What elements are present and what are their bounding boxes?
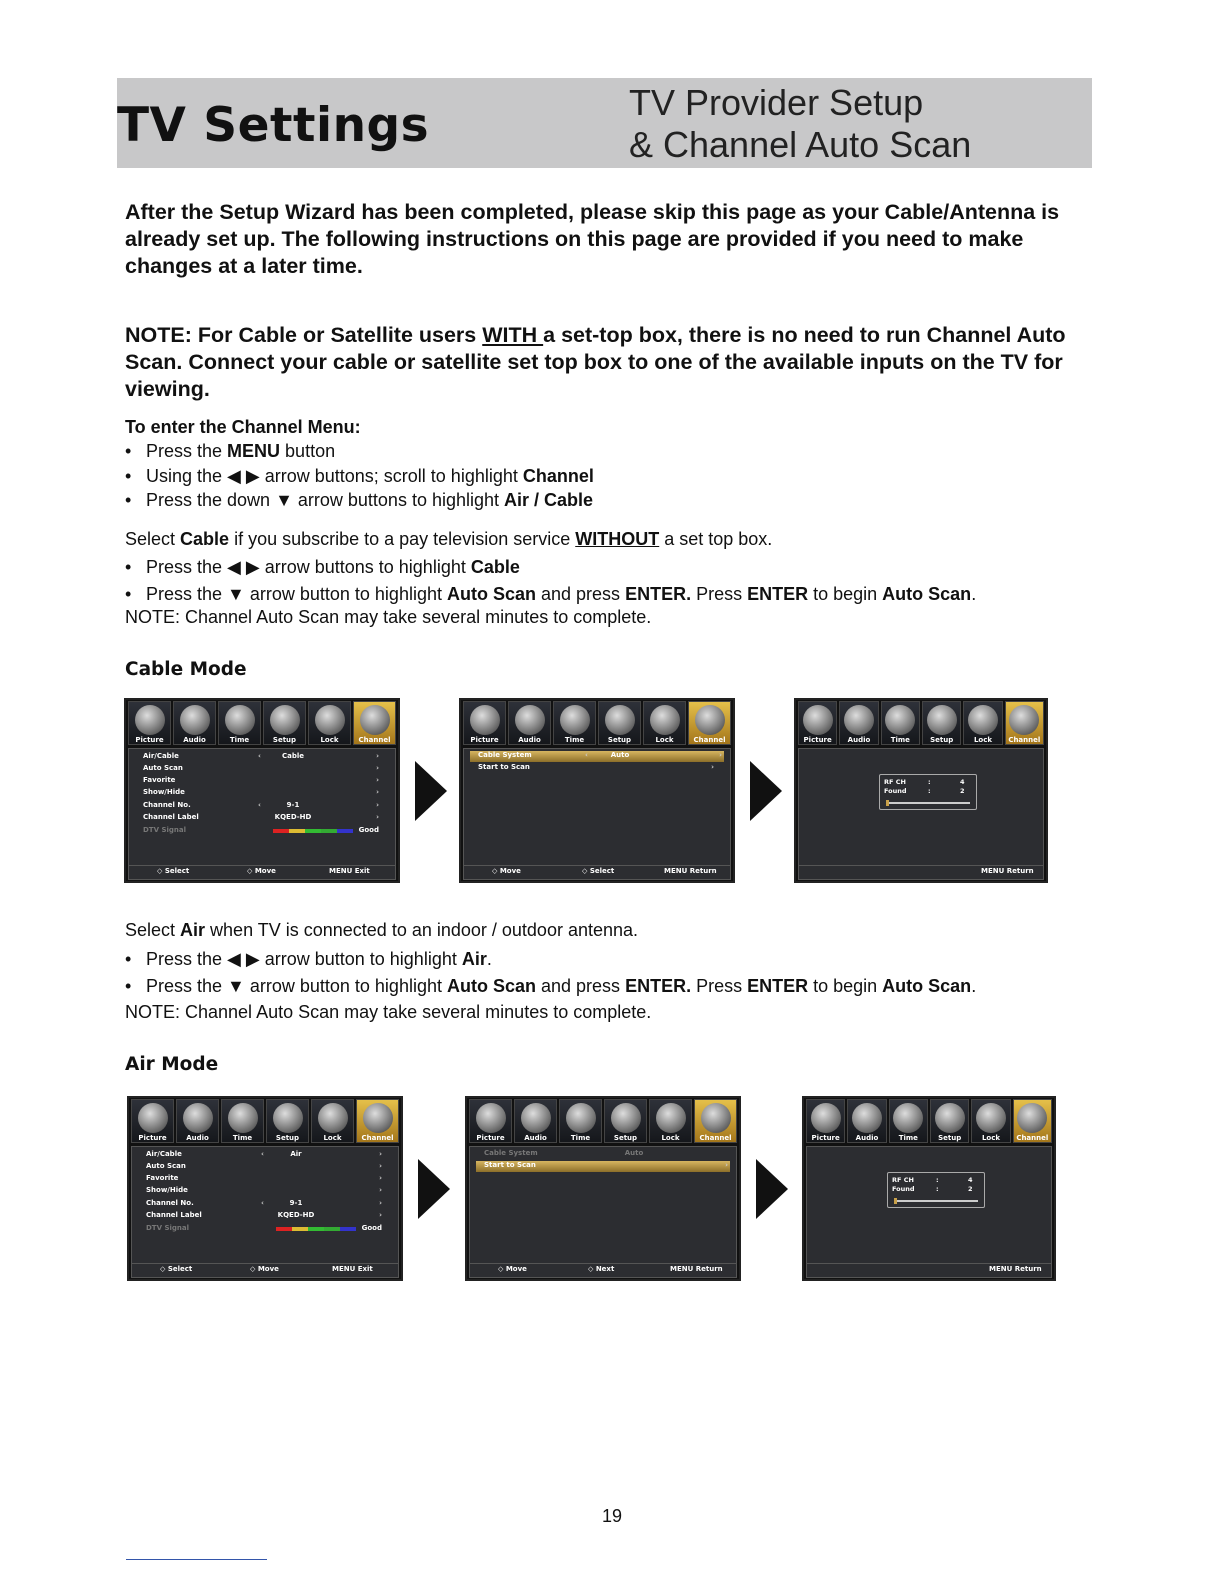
cable-mode-heading: Cable Mode — [125, 659, 247, 680]
footer-move: ◇ Move — [492, 867, 521, 875]
menu-row-favorite: Favorite › — [146, 1174, 382, 1182]
tab-picture: Picture — [131, 1099, 174, 1143]
arrow-right-icon — [415, 761, 447, 821]
tab-channel: Channel — [694, 1099, 737, 1143]
menu-row-show-hide: Show/Hide › — [143, 788, 379, 796]
picture-icon — [138, 1103, 168, 1133]
audio-icon — [180, 705, 210, 735]
tab-channel: Channel — [1005, 701, 1044, 745]
tv-tab-bar — [469, 1099, 737, 1143]
audio-icon — [183, 1103, 213, 1133]
menu-row-start-scan: Start to Scan › — [476, 1161, 730, 1172]
picture-icon — [803, 705, 833, 735]
clock-icon — [566, 1103, 596, 1133]
list-item: • Press the ◀ ▶ arrow button to highlight Air. — [125, 949, 492, 969]
tab-lock: Lock — [963, 701, 1002, 745]
tab-setup: Setup — [266, 1099, 309, 1143]
picture-icon — [470, 705, 500, 735]
footer-move: ◇ Move — [247, 867, 276, 875]
channel-icon — [695, 705, 725, 735]
tv-menu-body — [798, 748, 1044, 868]
tab-channel: Channel — [1013, 1099, 1052, 1143]
scan-progress-bar — [894, 1200, 978, 1202]
channel-icon — [360, 705, 390, 735]
tv-menu-body — [128, 748, 396, 868]
page-subtitle: TV Provider Setup & Channel Auto Scan — [629, 82, 972, 165]
page-number: 19 — [601, 1506, 623, 1526]
tab-picture: Picture — [463, 701, 506, 745]
footer-select: ◇ Select — [582, 867, 615, 875]
menu-row-cable-system: Cable System Auto — [484, 1149, 644, 1157]
tv-footer — [806, 1263, 1052, 1278]
lock-icon — [650, 705, 680, 735]
tab-channel: Channel — [356, 1099, 399, 1143]
footer-next: ◇ Next — [588, 1265, 615, 1273]
tab-time: Time — [221, 1099, 264, 1143]
signal-bar — [273, 829, 353, 833]
gear-icon — [273, 1103, 303, 1133]
tv-footer — [463, 865, 731, 880]
picture-icon — [811, 1103, 841, 1133]
tv-screen-air-menu — [127, 1096, 403, 1281]
clock-icon — [893, 1103, 923, 1133]
scan-progress-knob — [894, 1198, 897, 1204]
clock-icon — [885, 705, 915, 735]
tab-time: Time — [559, 1099, 602, 1143]
cable-scan-note: NOTE: Channel Auto Scan may take several minutes to complete. — [125, 607, 652, 627]
tv-menu-body — [806, 1146, 1052, 1266]
page-title: TV Settings — [117, 98, 430, 153]
tab-lock: Lock — [643, 701, 686, 745]
menu-row-air-cable: Air/Cable ‹ Cable › — [143, 752, 379, 760]
menu-row-channel-label: Channel Label KQED-HD › — [143, 813, 379, 821]
tab-time: Time — [218, 701, 261, 745]
clock-icon — [228, 1103, 258, 1133]
tv-menu-body — [463, 748, 731, 868]
lock-icon — [976, 1103, 1006, 1133]
arrow-right-icon — [750, 761, 782, 821]
header-bar — [117, 78, 1092, 168]
channel-icon — [701, 1103, 731, 1133]
channel-icon — [1009, 705, 1039, 735]
menu-row-favorite: Favorite › — [143, 776, 379, 784]
tab-audio: Audio — [508, 701, 551, 745]
tab-lock: Lock — [649, 1099, 692, 1143]
tv-footer — [469, 1263, 737, 1278]
tv-tab-bar — [131, 1099, 399, 1143]
signal-bar — [276, 1227, 356, 1231]
footer-rule — [126, 1559, 267, 1560]
tab-picture: Picture — [128, 701, 171, 745]
channel-icon — [1017, 1103, 1047, 1133]
tab-time: Time — [881, 701, 920, 745]
gear-icon — [605, 705, 635, 735]
scan-progress-bar — [886, 802, 970, 804]
clock-icon — [225, 705, 255, 735]
lock-icon — [968, 705, 998, 735]
arrow-right-icon — [418, 1159, 450, 1219]
lock-icon — [315, 705, 345, 735]
intro-paragraph: After the Setup Wizard has been completed, please skip this page as your Cable/Antenna is already set up. The following instructions on this page are provided if you need to make changes at a later time. — [125, 200, 1060, 278]
tab-lock: Lock — [311, 1099, 354, 1143]
arrow-right-icon — [756, 1159, 788, 1219]
tab-time: Time — [889, 1099, 928, 1143]
tab-audio: Audio — [839, 701, 878, 745]
tv-tab-bar — [798, 701, 1044, 745]
menu-row-show-hide: Show/Hide › — [146, 1186, 382, 1194]
gear-icon — [935, 1103, 965, 1133]
menu-row-dtv-signal: DTV Signal Good — [146, 1224, 382, 1232]
enter-menu-heading: To enter the Channel Menu: — [125, 417, 361, 437]
picture-icon — [135, 705, 165, 735]
tv-footer — [131, 1263, 399, 1278]
tab-channel: Channel — [353, 701, 396, 745]
air-mode-heading: Air Mode — [125, 1054, 219, 1075]
tab-setup: Setup — [922, 701, 961, 745]
audio-icon — [515, 705, 545, 735]
footer-exit: MENU Exit — [329, 867, 370, 875]
air-select-text: Select Air when TV is connected to an indoor / outdoor antenna. — [125, 920, 639, 940]
tab-audio: Audio — [176, 1099, 219, 1143]
menu-row-cable-system: Cable System ‹ Auto › — [470, 751, 724, 762]
cable-select-text: Select Cable if you subscribe to a pay television service WITHOUT a set top box. — [125, 529, 773, 549]
tv-screen-air-auto-scan — [465, 1096, 741, 1281]
footer-select: ◇ Select — [157, 867, 190, 875]
scan-progress-knob — [886, 800, 889, 806]
tv-screen-cable-scanning — [794, 698, 1048, 883]
list-item: • Press the ▼ arrow button to highlight Auto Scan and press ENTER. Press ENTER to begin Auto Scan. — [125, 976, 977, 996]
menu-row-auto-scan: Auto Scan › — [143, 764, 379, 772]
tab-setup: Setup — [930, 1099, 969, 1143]
tab-setup: Setup — [604, 1099, 647, 1143]
footer-move: ◇ Move — [250, 1265, 279, 1273]
list-item: • Press the ◀ ▶ arrow buttons to highlight Cable — [125, 557, 520, 577]
tv-tab-bar — [806, 1099, 1052, 1143]
tab-channel: Channel — [688, 701, 731, 745]
lock-icon — [656, 1103, 686, 1133]
air-scan-note: NOTE: Channel Auto Scan may take several minutes to complete. — [125, 1002, 652, 1022]
tab-picture: Picture — [798, 701, 837, 745]
tv-footer — [128, 865, 396, 880]
audio-icon — [521, 1103, 551, 1133]
footer-return: MENU Return — [664, 867, 717, 875]
tv-tab-bar — [463, 701, 731, 745]
tv-menu-body — [469, 1146, 737, 1266]
lock-icon — [318, 1103, 348, 1133]
list-item: • Using the ◀ ▶ arrow buttons; scroll to highlight Channel — [125, 466, 594, 486]
tab-picture: Picture — [806, 1099, 845, 1143]
tab-time: Time — [553, 701, 596, 745]
footer-return: MENU Return — [670, 1265, 723, 1273]
settop-note: NOTE: For Cable or Satellite users WITH a set-top box, there is no need to run Channel Auto Scan. Connect your cable or satellite set top box to one of the available inputs on the TV for viewing. — [125, 323, 1066, 401]
menu-row-air-cable: Air/Cable ‹ Air › — [146, 1150, 382, 1158]
menu-row-channel-no: Channel No. ‹ 9-1 › — [146, 1199, 382, 1207]
tv-menu-body — [131, 1146, 399, 1266]
footer-move: ◇ Move — [498, 1265, 527, 1273]
tab-lock: Lock — [308, 701, 351, 745]
tv-footer — [798, 865, 1044, 880]
tab-setup: Setup — [263, 701, 306, 745]
menu-row-channel-label: Channel Label KQED-HD › — [146, 1211, 382, 1219]
picture-icon — [476, 1103, 506, 1133]
tab-setup: Setup — [598, 701, 641, 745]
tab-audio: Audio — [514, 1099, 557, 1143]
tv-tab-bar — [128, 701, 396, 745]
audio-icon — [844, 705, 874, 735]
channel-icon — [363, 1103, 393, 1133]
list-item: • Press the ▼ arrow button to highlight Auto Scan and press ENTER. Press ENTER to begin Auto Scan. — [125, 584, 977, 604]
scan-progress-box: RF CH : 4 Found : 2 — [887, 1172, 985, 1208]
footer-return: MENU Return — [981, 867, 1034, 875]
list-item: • Press the down ▼ arrow buttons to highlight Air / Cable — [125, 490, 594, 510]
menu-row-start-scan: Start to Scan › — [478, 763, 714, 771]
list-item: • Press the MENU button — [125, 441, 336, 461]
tab-lock: Lock — [971, 1099, 1010, 1143]
tv-screen-air-scanning — [802, 1096, 1056, 1281]
gear-icon — [611, 1103, 641, 1133]
footer-return: MENU Return — [989, 1265, 1042, 1273]
tab-picture: Picture — [469, 1099, 512, 1143]
tab-audio: Audio — [847, 1099, 886, 1143]
tab-audio: Audio — [173, 701, 216, 745]
audio-icon — [852, 1103, 882, 1133]
footer-select: ◇ Select — [160, 1265, 193, 1273]
gear-icon — [927, 705, 957, 735]
footer-exit: MENU Exit — [332, 1265, 373, 1273]
tv-screen-cable-auto-scan — [459, 698, 735, 883]
menu-row-dtv-signal: DTV Signal Good — [143, 826, 379, 834]
menu-row-auto-scan: Auto Scan › — [146, 1162, 382, 1170]
clock-icon — [560, 705, 590, 735]
menu-row-channel-no: Channel No. ‹ 9-1 › — [143, 801, 379, 809]
gear-icon — [270, 705, 300, 735]
tv-screen-cable-menu — [124, 698, 400, 883]
scan-progress-box: RF CH : 4 Found : 2 — [879, 774, 977, 810]
